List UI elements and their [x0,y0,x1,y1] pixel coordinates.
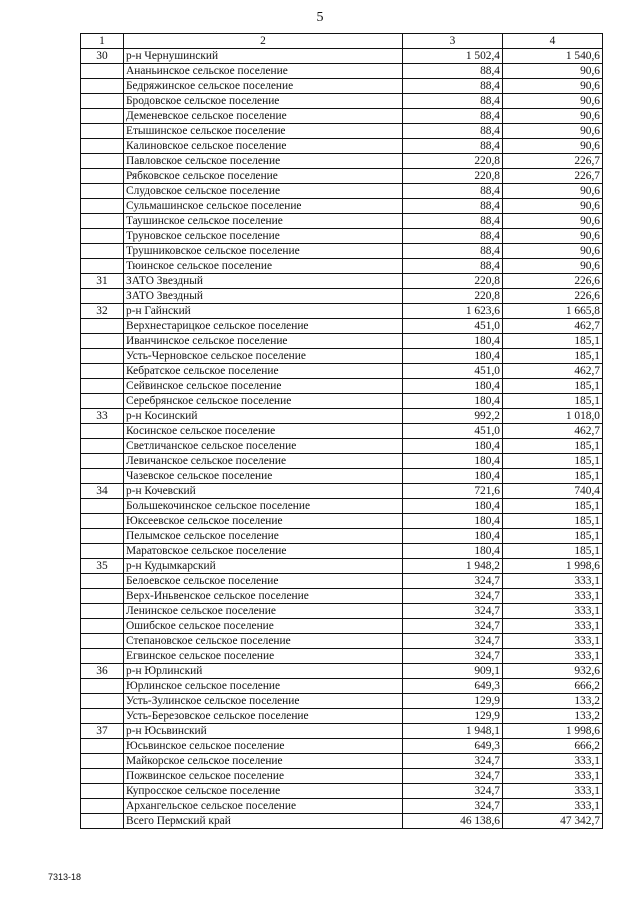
territory-name-cell: Таушинское сельское поселение [124,214,403,229]
column-3-value-cell: 88,4 [403,214,503,229]
row-number-cell: 37 [81,724,124,739]
territory-name-cell: Степановское сельское поселение [124,634,403,649]
column-4-value-cell: 666,2 [503,739,603,754]
column-3-value-cell: 220,8 [403,169,503,184]
table-row [81,184,603,199]
table-row [81,244,603,259]
row-number-cell [81,169,124,184]
column-4-value-cell: 462,7 [503,319,603,334]
table-row [81,649,603,664]
column-4-value-cell: 185,1 [503,469,603,484]
territory-name-cell: р-н Кудымкарский [124,559,403,574]
column-3-value-cell: 324,7 [403,589,503,604]
table-row [81,724,603,739]
column-4-value-cell: 932,6 [503,664,603,679]
row-number-cell [81,214,124,229]
row-number-cell: 32 [81,304,124,319]
column-3-value-cell: 992,2 [403,409,503,424]
row-number-cell [81,619,124,634]
row-number-cell [81,544,124,559]
column-3-value-cell: 1 948,1 [403,724,503,739]
territory-name-cell: Левичанское сельское поселение [124,454,403,469]
column-4-value-cell: 462,7 [503,424,603,439]
territory-name-cell: Калиновское сельское поселение [124,139,403,154]
column-3-value-cell: 324,7 [403,754,503,769]
column-4-value-cell: 185,1 [503,334,603,349]
column-3-value-cell: 324,7 [403,574,503,589]
column-3-value-cell: 220,8 [403,154,503,169]
row-number-cell [81,244,124,259]
territory-name-cell: Слудовское сельское поселение [124,184,403,199]
territory-name-cell: Сейвинское сельское поселение [124,379,403,394]
row-number-cell [81,799,124,814]
column-4-value-cell: 185,1 [503,349,603,364]
column-4-value-cell: 226,7 [503,154,603,169]
table-row [81,469,603,484]
territory-name-cell: Маратовское сельское поселение [124,544,403,559]
column-3-value-cell: 129,9 [403,694,503,709]
column-4-value-cell: 1 540,6 [503,49,603,64]
table-row [81,109,603,124]
column-4-value-cell: 90,6 [503,259,603,274]
territory-name-cell: Труновское сельское поселение [124,229,403,244]
column-4-value-cell: 333,1 [503,589,603,604]
territory-name-cell: р-н Гайнский [124,304,403,319]
column-4-value-cell: 185,1 [503,379,603,394]
column-3-value-cell: 324,7 [403,649,503,664]
table-row [81,799,603,814]
column-4-value-cell: 90,6 [503,139,603,154]
table-row [81,589,603,604]
row-number-cell: 31 [81,274,124,289]
territory-name-cell: Всего Пермский край [124,814,403,829]
table-row [81,514,603,529]
row-number-cell [81,79,124,94]
column-4-value-cell: 90,6 [503,199,603,214]
column-3-value-cell: 324,7 [403,634,503,649]
territory-name-cell: р-н Юсьвинский [124,724,403,739]
column-3-value-cell: 324,7 [403,619,503,634]
column-3-value-cell: 180,4 [403,454,503,469]
column-3-value-cell: 1 502,4 [403,49,503,64]
column-4-value-cell: 333,1 [503,784,603,799]
column-4-value-cell: 90,6 [503,64,603,79]
territory-name-cell: р-н Юрлинский [124,664,403,679]
territory-name-cell: Майкорское сельское поселение [124,754,403,769]
column-3-value-cell: 88,4 [403,109,503,124]
table-row [81,394,603,409]
territory-name-cell: Етышинское сельское поселение [124,124,403,139]
column-3-value-cell: 1 948,2 [403,559,503,574]
row-number-cell [81,109,124,124]
table-row [81,664,603,679]
row-number-cell [81,739,124,754]
column-4-value-cell: 90,6 [503,94,603,109]
table-row [81,49,603,64]
territory-name-cell: Архангельское сельское поселение [124,799,403,814]
column-3-value-cell: 88,4 [403,64,503,79]
column-4-value-cell: 333,1 [503,574,603,589]
territory-name-cell: Тюинское сельское поселение [124,259,403,274]
column-4-value-cell: 90,6 [503,214,603,229]
row-number-cell: 36 [81,664,124,679]
row-number-cell [81,139,124,154]
column-3-value-cell: 88,4 [403,199,503,214]
row-number-cell [81,754,124,769]
table-row [81,739,603,754]
territory-name-cell: Ошибское сельское поселение [124,619,403,634]
column-4-value-cell: 1 998,6 [503,559,603,574]
territory-name-cell: Ленинское сельское поселение [124,604,403,619]
row-number-cell [81,364,124,379]
column-4-value-cell: 226,6 [503,289,603,304]
table-row [81,439,603,454]
table-row [81,154,603,169]
column-3-value-cell: 909,1 [403,664,503,679]
table-row [81,229,603,244]
column-4-value-cell: 90,6 [503,109,603,124]
territory-name-cell: Ананьинское сельское поселение [124,64,403,79]
row-number-cell [81,319,124,334]
column-header-3: 3 [403,34,503,49]
column-4-value-cell: 333,1 [503,799,603,814]
territory-name-cell: Светличанское сельское поселение [124,439,403,454]
row-number-cell [81,814,124,829]
territory-name-cell: Кебратское сельское поселение [124,364,403,379]
column-4-value-cell: 1 665,8 [503,304,603,319]
row-number-cell [81,439,124,454]
table-row [81,424,603,439]
table-row [81,124,603,139]
column-3-value-cell: 1 623,6 [403,304,503,319]
column-4-value-cell: 90,6 [503,244,603,259]
row-number-cell [81,259,124,274]
column-4-value-cell: 333,1 [503,604,603,619]
territory-name-cell: ЗАТО Звездный [124,274,403,289]
column-3-value-cell: 88,4 [403,139,503,154]
column-3-value-cell: 180,4 [403,469,503,484]
column-3-value-cell: 88,4 [403,259,503,274]
column-4-value-cell: 90,6 [503,184,603,199]
row-number-cell [81,229,124,244]
table-row [81,349,603,364]
column-4-value-cell: 47 342,7 [503,814,603,829]
row-number-cell [81,454,124,469]
row-number-cell [81,574,124,589]
territory-name-cell: р-н Кочевский [124,484,403,499]
table-row [81,64,603,79]
row-number-cell [81,514,124,529]
table-row [81,694,603,709]
row-number-cell [81,184,124,199]
column-3-value-cell: 88,4 [403,229,503,244]
table-row [81,94,603,109]
table-row [81,604,603,619]
column-3-value-cell: 324,7 [403,784,503,799]
column-3-value-cell: 324,7 [403,604,503,619]
column-4-value-cell: 185,1 [503,439,603,454]
table-row [81,259,603,274]
column-3-value-cell: 180,4 [403,439,503,454]
territory-name-cell: Пелымское сельское поселение [124,529,403,544]
territory-name-cell: Усть-Березовское сельское поселение [124,709,403,724]
column-4-value-cell: 333,1 [503,649,603,664]
table-row [81,199,603,214]
column-3-value-cell: 220,8 [403,289,503,304]
column-3-value-cell: 721,6 [403,484,503,499]
table-row [81,709,603,724]
row-number-cell [81,589,124,604]
column-4-value-cell: 133,2 [503,709,603,724]
table-row [81,619,603,634]
territory-name-cell: Рябковское сельское поселение [124,169,403,184]
column-3-value-cell: 88,4 [403,79,503,94]
territory-name-cell: р-н Чернушинский [124,49,403,64]
table-row [81,169,603,184]
table-row [81,784,603,799]
table-row [81,454,603,469]
column-4-value-cell: 90,6 [503,79,603,94]
table-row [81,274,603,289]
row-number-cell: 30 [81,49,124,64]
column-4-value-cell: 666,2 [503,679,603,694]
column-4-value-cell: 185,1 [503,454,603,469]
column-3-value-cell: 649,3 [403,679,503,694]
table-row [81,214,603,229]
row-number-cell [81,769,124,784]
table-row [81,754,603,769]
row-number-cell [81,94,124,109]
column-3-value-cell: 180,4 [403,379,503,394]
territory-name-cell: Юрлинское сельское поселение [124,679,403,694]
territory-name-cell: Белоевское сельское поселение [124,574,403,589]
table-body [81,49,603,829]
column-3-value-cell: 88,4 [403,94,503,109]
column-4-value-cell: 333,1 [503,769,603,784]
column-4-value-cell: 185,1 [503,544,603,559]
territory-name-cell: Пожвинское сельское поселение [124,769,403,784]
table-row [81,634,603,649]
column-3-value-cell: 180,4 [403,544,503,559]
table-row [81,544,603,559]
column-4-value-cell: 1 998,6 [503,724,603,739]
table-row [81,379,603,394]
row-number-cell [81,334,124,349]
table-row [81,574,603,589]
column-3-value-cell: 649,3 [403,739,503,754]
column-3-value-cell: 180,4 [403,499,503,514]
row-number-cell [81,709,124,724]
column-4-value-cell: 333,1 [503,754,603,769]
territory-name-cell: Верхнестарицкое сельское поселение [124,319,403,334]
territory-name-cell: Большекочинское сельское поселение [124,499,403,514]
column-4-value-cell: 226,6 [503,274,603,289]
column-4-value-cell: 185,1 [503,529,603,544]
territory-name-cell: Косинское сельское поселение [124,424,403,439]
table-row [81,679,603,694]
territory-name-cell: ЗАТО Звездный [124,289,403,304]
row-number-cell [81,124,124,139]
table-row [81,319,603,334]
column-3-value-cell: 129,9 [403,709,503,724]
row-number-cell [81,154,124,169]
column-4-value-cell: 185,1 [503,394,603,409]
column-3-value-cell: 88,4 [403,244,503,259]
column-3-value-cell: 88,4 [403,124,503,139]
territory-name-cell: Павловское сельское поселение [124,154,403,169]
territory-name-cell: Юксеевское сельское поселение [124,514,403,529]
column-header-2: 2 [124,34,403,49]
column-4-value-cell: 1 018,0 [503,409,603,424]
row-number-cell [81,289,124,304]
row-number-cell [81,424,124,439]
table-row [81,334,603,349]
column-3-value-cell: 180,4 [403,334,503,349]
territory-name-cell: р-н Косинский [124,409,403,424]
column-3-value-cell: 180,4 [403,394,503,409]
row-number-cell: 33 [81,409,124,424]
territory-name-cell: Усть-Черновское сельское поселение [124,349,403,364]
row-number-cell [81,784,124,799]
column-3-value-cell: 180,4 [403,529,503,544]
territory-name-cell: Егвинское сельское поселение [124,649,403,664]
column-4-value-cell: 740,4 [503,484,603,499]
column-4-value-cell: 333,1 [503,634,603,649]
page-number: 5 [316,10,324,25]
territory-name-cell: Иванчинское сельское поселение [124,334,403,349]
column-3-value-cell: 451,0 [403,319,503,334]
column-4-value-cell: 185,1 [503,514,603,529]
table-row [81,769,603,784]
territory-name-cell: Трушниковское сельское поселение [124,244,403,259]
table-row [81,409,603,424]
row-number-cell [81,694,124,709]
column-3-value-cell: 180,4 [403,514,503,529]
territory-name-cell: Бедряжинское сельское поселение [124,79,403,94]
column-3-value-cell: 88,4 [403,184,503,199]
allocation-table [80,33,603,829]
column-header-1: 1 [81,34,124,49]
row-number-cell [81,529,124,544]
territory-name-cell: Сульмашинское сельское поселение [124,199,403,214]
column-4-value-cell: 90,6 [503,124,603,139]
territory-name-cell: Серебрянское сельское поселение [124,394,403,409]
column-3-value-cell: 220,8 [403,274,503,289]
column-header-4: 4 [503,34,603,49]
row-number-cell [81,604,124,619]
row-number-cell: 35 [81,559,124,574]
table-row [81,304,603,319]
column-4-value-cell: 185,1 [503,499,603,514]
row-number-cell [81,379,124,394]
column-3-value-cell: 451,0 [403,364,503,379]
row-number-cell: 34 [81,484,124,499]
column-3-value-cell: 324,7 [403,769,503,784]
table-row [81,484,603,499]
row-number-cell [81,394,124,409]
column-4-value-cell: 462,7 [503,364,603,379]
territory-name-cell: Юсьвинское сельское поселение [124,739,403,754]
territory-name-cell: Купросское сельское поселение [124,784,403,799]
column-4-value-cell: 133,2 [503,694,603,709]
territory-name-cell: Усть-Зулинское сельское поселение [124,694,403,709]
document-code: 7313-18 [48,872,82,882]
column-3-value-cell: 46 138,6 [403,814,503,829]
territory-name-cell: Бродовское сельское поселение [124,94,403,109]
row-number-cell [81,64,124,79]
column-3-value-cell: 324,7 [403,799,503,814]
row-number-cell [81,634,124,649]
territory-name-cell: Деменевское сельское поселение [124,109,403,124]
table-row [81,499,603,514]
territory-name-cell: Верх-Иньвенское сельское поселение [124,589,403,604]
column-3-value-cell: 451,0 [403,424,503,439]
row-number-cell [81,199,124,214]
column-3-value-cell: 180,4 [403,349,503,364]
row-number-cell [81,499,124,514]
row-number-cell [81,679,124,694]
row-number-cell [81,649,124,664]
table-row [81,559,603,574]
row-number-cell [81,469,124,484]
row-number-cell [81,349,124,364]
table-row [81,364,603,379]
column-4-value-cell: 226,7 [503,169,603,184]
table-header-row [81,34,603,49]
territory-name-cell: Чазевское сельское поселение [124,469,403,484]
table-row [81,79,603,94]
column-4-value-cell: 90,6 [503,229,603,244]
table-row [81,529,603,544]
table-row [81,139,603,154]
table-row [81,814,603,829]
table-row [81,289,603,304]
column-4-value-cell: 333,1 [503,619,603,634]
